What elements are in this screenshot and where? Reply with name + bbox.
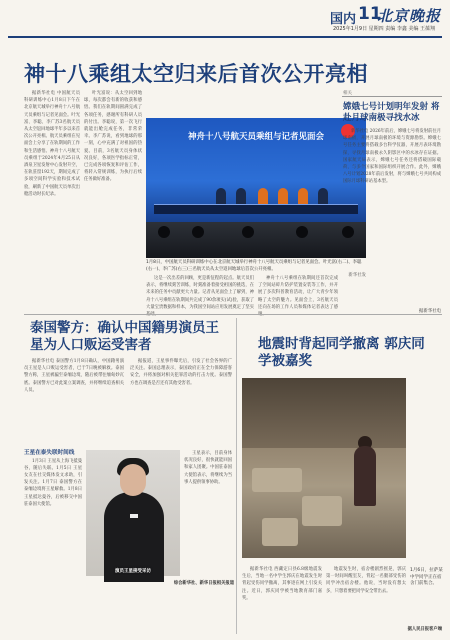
- audience-head: [192, 226, 204, 238]
- page-header: [0, 0, 450, 40]
- rubble: [302, 496, 342, 526]
- earthquake-col2: [326, 566, 406, 626]
- audience-head: [296, 226, 308, 238]
- thailand-col2: [130, 358, 232, 448]
- earthquake-text-2: 地震发生时，宿舍楼剧烈摇晃，郭庆第一时间叫醒室友，背起一名腿部受伤的同学冲出宿舍楼。他说，当时没有想太多，只想着要把同学安全带出去。: [326, 567, 406, 594]
- sidebar-body: [343, 128, 441, 304]
- hero-caption-text: 1月8日，中国航天员科研训练中心在北京航天城举行神舟十八号航天员乘组与记者见面会。叶光富(右二)、李聪(右一)、李广苏(右三)三名航天员从太空返回地球后首次公开亮相。: [146, 260, 362, 272]
- thailand-headline: 泰国警方：确认中国籍男演员王星为人口贩运受害者: [30, 320, 219, 353]
- column-divider: [236, 318, 237, 634]
- audience-head: [242, 226, 254, 238]
- sidebar-rule: [342, 96, 442, 97]
- thailand-text-3: 王星表示，目前身体状况良好，很快就能回国和家人团聚。中国驻泰国大使馆表示，将继续为当事人提供领事协助。: [184, 451, 232, 485]
- audience: [146, 222, 366, 258]
- press-table: [154, 204, 358, 214]
- actor-photo-caption: 演员王星接受采访: [115, 569, 151, 574]
- earthquake-text-1: 据新华社电 西藏定日县6.8级地震发生后，当地一名中学生郭庆在地震发生时背起受伤同学撤离，其事迹在网上引发关注。近日，郭庆同学被当地教育部门嘉奖。: [242, 567, 322, 601]
- astronaut: [278, 188, 288, 204]
- person: [318, 188, 328, 204]
- section-divider: [24, 314, 442, 315]
- thailand-text-2: 1月3日 王星从上海飞抵曼谷，随后失联。1月5日 王星女友在社交媒体发文求助，引发关注。1月7日 泰国警方在泰缅边境将王星解救。1月8日 王星抵达曼谷，后被移交中国驻泰国大使馆。: [24, 458, 82, 507]
- rubble: [262, 518, 298, 546]
- main-headline: 神十八乘组太空归来后首次公开亮相: [24, 61, 368, 86]
- thailand-credit: 综合新华社、新华日报相关报道: [173, 581, 234, 586]
- main-article-text-1: 据新华社电 中国航天员科研训练中心1月8日下午在北京航天城举行神舟十八号航天员乘组与记者见面会。叶光富、李聪、李广苏3名航天员从太空返回地球半年多以来首次公开亮相。航天员乘组在见面会上分享了在轨期间的工作和生活感悟。神舟十八号航天员乘组于2024年4月25日从酒泉卫星发射中心发射升空，在轨驻留192天，期间完成了多项空间科学实验和技术试验，刷新了中国航天员单次出舱活动时长纪录。: [24, 91, 80, 197]
- timeline-box: [24, 450, 82, 570]
- main-article-text-2: 叶光富说：从太空回到地球，每次都会有新的收获和感悟。我们在轨期间圆满完成了各项任务，感谢所有科研人员的付出。李聪说，第一次飞行就能出舱完成任务，非常荣幸。李广苏说，看到地球的那一刻，心中充满了对祖国的热爱。目前，3名航天员身体状况良好，各项医学指标正常，已完成各项恢复和评估工作，将转入常规训练，为执行后续任务做好准备。: [84, 91, 142, 183]
- thailand-text-4: 据报道，王星事件曝光后，引发了社会各界的广泛关注。泰国总理表示，泰国政府正在全力保障游客安全，并将加强对相关犯罪活动的打击力度。泰国警方也在调查是否还有其他受害者。: [130, 359, 232, 386]
- timeline-body: [24, 458, 82, 570]
- sidebar-headline: 嫦娥七号计划明年发射 将赴月球南极寻找水冰: [343, 102, 440, 123]
- header-rule: [8, 36, 442, 38]
- issue-date: 2025年1月9日 星期四 责编 李鑫 美编 王葆翔: [333, 26, 436, 32]
- photo-banner-text: 神舟十八号航天员乘组与记者见面会: [187, 132, 324, 142]
- actor-face: [120, 464, 146, 496]
- thailand-text-1: 据新华社电 泰国警方1月8日确认，中国籍男演员王星是人口贩运受害者，已于7日晚被解救。泰国警方称，王星被骗至泰缅边境，随后被带往缅甸妙瓦底。泰国警方已对此案立案调查，并将继续追查相关人员。: [24, 359, 124, 393]
- rubble: [252, 468, 302, 492]
- earthquake-author: 据人民日报客户端: [407, 627, 442, 632]
- sidebar-text: 新华社电 2026年前后，嫦娥七号将发射前往月球南极，开展月球南极的环境与资源勘察。嫦娥七号任务主要将搭载多台科学仪器，开展月表环境勘探，寻找月球南极永久阴影区中的水冰存在证据。国家航天局表示，嫦娥七号任务还将搭载国际载荷，与多个国家和国际组织开展合作。此外，嫦娥八号计划2028年前后发射，将与嫦娥七号共同构成国际月球科研站基本型。: [343, 129, 441, 185]
- earthquake-photo: [242, 378, 406, 558]
- earthquake-photo-caption: 1月6日，拉萨某中学同学正在宿舍门前集合。: [410, 568, 443, 586]
- person: [236, 188, 246, 204]
- earthquake-headline: 地震时背起同学撤离 郭庆同学被嘉奖: [258, 336, 425, 369]
- thailand-col1: [24, 358, 124, 440]
- main-article-text-3: 这是一次出差的回顾，更是新征程的起点。航天员们表示，将继续刻苦训练，时刻准备着接受祖国的挑选，在未来的任务中贡献更大力量。记者从见面会上了解到，神舟十八号乘组在轨期间共完成了90余项实(试)验，获取了大量宝贵数据和样本，为我国空间站应用发展奠定了坚实: [146, 276, 254, 310]
- main-article-col2: [84, 90, 142, 300]
- sidebar-label: 相关: [343, 91, 352, 96]
- audience-head: [158, 226, 170, 238]
- photo-credit: 新华社发: [348, 273, 366, 278]
- main-article-text-4: 神舟十八号乘组在轨期间还首次完成了空间站碎片防护装置安装等工作，并开展了多次科普教育活动，让广大青少年领略了太空的魅力。见面会上，3名航天员还向在场的工作人员和媒体记者表达了感: [258, 276, 338, 310]
- main-article-col3: [146, 275, 254, 311]
- sidebar-author: 据新华社电: [419, 309, 441, 314]
- person: [216, 188, 226, 204]
- main-article-col4: [258, 275, 338, 311]
- thailand-col3: [184, 450, 232, 570]
- newspaper-logo: 北京晚报: [377, 7, 442, 25]
- shirt-logo: [130, 514, 138, 518]
- page-number: 11: [358, 4, 382, 24]
- actor-photo: [86, 450, 180, 576]
- astronaut: [258, 188, 268, 204]
- press-conference-photo: [146, 118, 366, 258]
- section-name: 国内: [330, 12, 357, 27]
- earthquake-col1: [242, 566, 322, 634]
- collapsed-wall: [242, 378, 406, 448]
- astronaut: [298, 188, 308, 204]
- student-figure: [354, 446, 376, 506]
- timeline-subhead: 王星在泰失联时间线: [24, 450, 75, 456]
- main-article-col1: [24, 90, 80, 290]
